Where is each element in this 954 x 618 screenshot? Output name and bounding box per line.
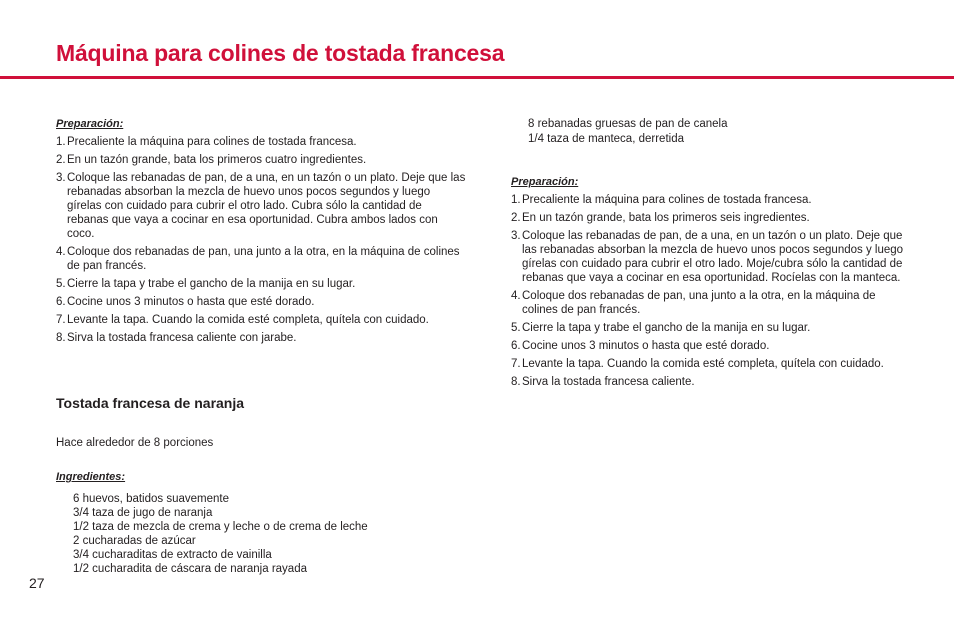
preparation-steps [511,193,906,389]
step-number: 1. [56,136,66,148]
step-item [511,339,906,353]
ingredient-item: 3/4 taza de jugo de naranja [73,507,213,519]
step-item [511,211,906,225]
ingredient-item: 8 rebanadas gruesas de pan de canela [528,118,728,130]
step-text: Cierre la tapa y trabe el gancho de la manija en su lugar. [522,322,811,334]
ingredient-item: 1/4 taza de manteca, derretida [528,132,684,145]
recipe-title: Tostada francesa de naranja [56,395,245,411]
step-item [511,193,906,207]
step-text: Precaliente la máquina para colines de tostada francesa. [67,136,357,148]
ingredients-list-continued [528,117,906,146]
step-number: 8. [56,332,66,344]
step-item [511,289,906,317]
step-number: 4. [56,246,66,258]
step-number: 3. [511,230,521,242]
step-number: 4. [511,290,521,302]
step-text: Levante la tapa. Cuando la comida esté completa, quítela con cuidado. [67,314,429,326]
step-item [511,229,906,285]
step-number: 2. [511,212,521,224]
ingredients-list [73,492,466,576]
servings-text: Hace alrededor de 8 porciones [56,437,214,449]
step-text: Sirva la tostada francesa caliente. [522,376,695,388]
step-item [56,245,466,273]
step-text: Levante la tapa. Cuando la comida esté completa, quítela con cuidado. [522,358,884,370]
step-number: 7. [511,358,521,370]
page-number: 27 [29,575,45,591]
step-item [511,357,906,371]
preparation-label: Preparación: [56,118,124,130]
ingredient-item: 3/4 cucharaditas de extracto de vainilla [73,549,272,561]
step-text: Cierre la tapa y trabe el gancho de la manija en su lugar. [67,278,356,290]
ingredient-item: 1/2 taza de mezcla de crema y leche o de crema de leche [73,521,368,533]
step-number: 3. [56,172,66,184]
step-item [56,171,466,241]
preparation-steps [56,135,466,345]
step-text: Coloque dos rebanadas de pan, una junto a la otra, en la máquina de colines de pan francés. [67,246,460,272]
step-text: Cocine unos 3 minutos o hasta que esté dorado. [522,340,770,352]
step-text: Cocine unos 3 minutos o hasta que esté dorado. [67,296,315,308]
step-item [56,135,466,149]
title-divider [0,76,954,79]
step-number: 7. [56,314,66,326]
step-item [511,375,906,389]
step-number: 1. [511,194,521,206]
step-item [56,153,466,167]
step-text: Coloque las rebanadas de pan, de a una, en un tazón o un plato. Deje que las rebanadas absorban la mezcla de huevo unos pocos segundos y luego gírelas con cuidado para cubrir el otro lado. Moje/cubra sólo la cantidad de rebanas que vaya a cocinar en esa oportunidad. Rocíelas con la manteca. [522,230,904,284]
step-item [511,321,906,335]
ingredient-item: 2 cucharadas de azúcar [73,535,196,547]
step-text: Coloque las rebanadas de pan, de a una, en un tazón o un plato. Deje que las rebanadas absorban la mezcla de huevo unos pocos segundos y luego gírelas con cuidado para cubrir el otro lado. Cubra sólo la cantidad de rebanas que vaya a cocinar en esa oportunidad. Cubra ambos lados con coco. [67,172,466,240]
ingredient-item: 1/2 cucharadita de cáscara de naranja rayada [73,563,307,575]
step-number: 5. [511,322,521,334]
step-item [56,331,466,345]
ingredients-label: Ingredientes: [56,471,126,483]
step-item [56,277,466,291]
step-text: Precaliente la máquina para colines de tostada francesa. [522,194,812,206]
step-text: Sirva la tostada francesa caliente con jarabe. [67,332,297,344]
page-title: Máquina para colines de tostada francesa [56,40,505,66]
step-item [56,313,466,327]
left-column [56,117,466,576]
step-item [56,295,466,309]
right-column [511,117,906,393]
step-number: 6. [56,296,66,308]
step-text: En un tazón grande, bata los primeros seis ingredientes. [522,212,810,224]
step-number: 6. [511,340,521,352]
step-text: Coloque dos rebanadas de pan, una junto a la otra, en la máquina de colines de pan francés. [522,290,876,316]
ingredient-item: 6 huevos, batidos suavemente [73,493,229,505]
step-number: 8. [511,376,521,388]
preparation-label: Preparación: [511,176,579,188]
step-number: 5. [56,278,66,290]
step-text: En un tazón grande, bata los primeros cuatro ingredientes. [67,154,367,166]
step-number: 2. [56,154,66,166]
